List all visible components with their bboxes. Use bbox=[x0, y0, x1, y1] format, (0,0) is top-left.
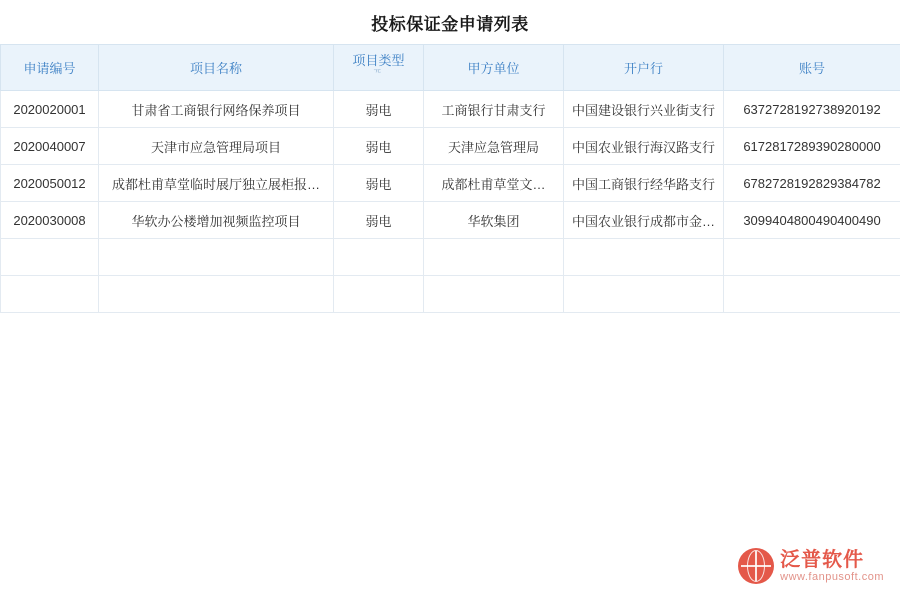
cell-bank bbox=[564, 276, 724, 313]
cell-project-type: 弱电 bbox=[334, 165, 424, 202]
cell-bank: 中国农业银行海汉路支行 bbox=[564, 128, 724, 165]
cell-project-type: 弱电 bbox=[334, 91, 424, 128]
table-row[interactable] bbox=[1, 128, 900, 165]
column-header-label: 申请编号 bbox=[23, 61, 76, 76]
bid-deposit-application-table bbox=[0, 44, 900, 313]
table-row-empty bbox=[1, 239, 900, 276]
cell-application-id[interactable]: 2020020001 bbox=[1, 91, 99, 128]
cell-application-id bbox=[1, 276, 99, 313]
cell-project-type bbox=[334, 276, 424, 313]
cell-account: 3099404800490400490 bbox=[724, 202, 900, 239]
brand-name: 泛普软件 bbox=[780, 548, 865, 571]
column-header-label: 甲方单位 bbox=[467, 61, 520, 76]
cell-application-id[interactable]: 2020030008 bbox=[1, 202, 99, 239]
cell-party-a bbox=[424, 276, 564, 313]
column-header-label: 账号 bbox=[798, 61, 825, 76]
cell-project-name bbox=[99, 276, 334, 313]
cell-account: 6172817289390280000 bbox=[724, 128, 900, 165]
cell-bank: 中国农业银行成都市金… bbox=[564, 202, 724, 239]
table-row[interactable] bbox=[1, 91, 900, 128]
page-title: 投标保证金申请列表 bbox=[371, 15, 529, 34]
cell-project-type bbox=[334, 239, 424, 276]
cell-party-a: 工商银行甘肃支行 bbox=[424, 91, 564, 128]
cell-project-name[interactable]: 甘肃省工商银行网络保养项目 bbox=[99, 91, 334, 128]
column-header-project-type[interactable] bbox=[334, 45, 424, 91]
cell-project-type: 弱电 bbox=[334, 202, 424, 239]
cell-project-name[interactable]: 成都杜甫草堂临时展厅独立展柜报… bbox=[99, 165, 334, 202]
cell-project-name bbox=[99, 239, 334, 276]
cell-party-a: 华软集团 bbox=[424, 202, 564, 239]
column-header-label: 项目类型 bbox=[352, 52, 405, 68]
cell-bank: 中国建设银行兴业街支行 bbox=[564, 91, 724, 128]
cell-project-name[interactable]: 天津市应急管理局项目 bbox=[99, 128, 334, 165]
globe-icon bbox=[738, 548, 774, 584]
table-header-row bbox=[1, 45, 900, 91]
cell-party-a bbox=[424, 239, 564, 276]
cell-account bbox=[724, 276, 900, 313]
table-row-empty bbox=[1, 276, 900, 313]
column-header-party-a[interactable] bbox=[424, 45, 564, 91]
cell-account: 6372728192738920192 bbox=[724, 91, 900, 128]
watermark bbox=[738, 548, 884, 584]
column-header-bank[interactable] bbox=[564, 45, 724, 91]
cell-party-a: 天津应急管理局 bbox=[424, 128, 564, 165]
cell-account: 6782728192829384782 bbox=[724, 165, 900, 202]
table-row[interactable] bbox=[1, 165, 900, 202]
cell-project-type: 弱电 bbox=[334, 128, 424, 165]
cell-application-id bbox=[1, 239, 99, 276]
cell-application-id[interactable]: 2020040007 bbox=[1, 128, 99, 165]
table-row[interactable] bbox=[1, 202, 900, 239]
cell-project-name[interactable]: 华软办公楼增加视频监控项目 bbox=[99, 202, 334, 239]
cell-application-id[interactable]: 2020050012 bbox=[1, 165, 99, 202]
cell-account bbox=[724, 239, 900, 276]
column-header-label: 项目名称 bbox=[189, 61, 242, 76]
brand-url: www.fanpusoft.com bbox=[780, 570, 884, 583]
column-header-sublabel: ᅚ bbox=[372, 68, 385, 81]
cell-bank bbox=[564, 239, 724, 276]
column-header-account[interactable] bbox=[724, 45, 900, 91]
column-header-project-name[interactable] bbox=[99, 45, 334, 91]
cell-party-a: 成都杜甫草堂文… bbox=[424, 165, 564, 202]
cell-bank: 中国工商银行经华路支行 bbox=[564, 165, 724, 202]
column-header-label: 开户行 bbox=[623, 61, 663, 76]
column-header-application-id[interactable] bbox=[1, 45, 99, 91]
